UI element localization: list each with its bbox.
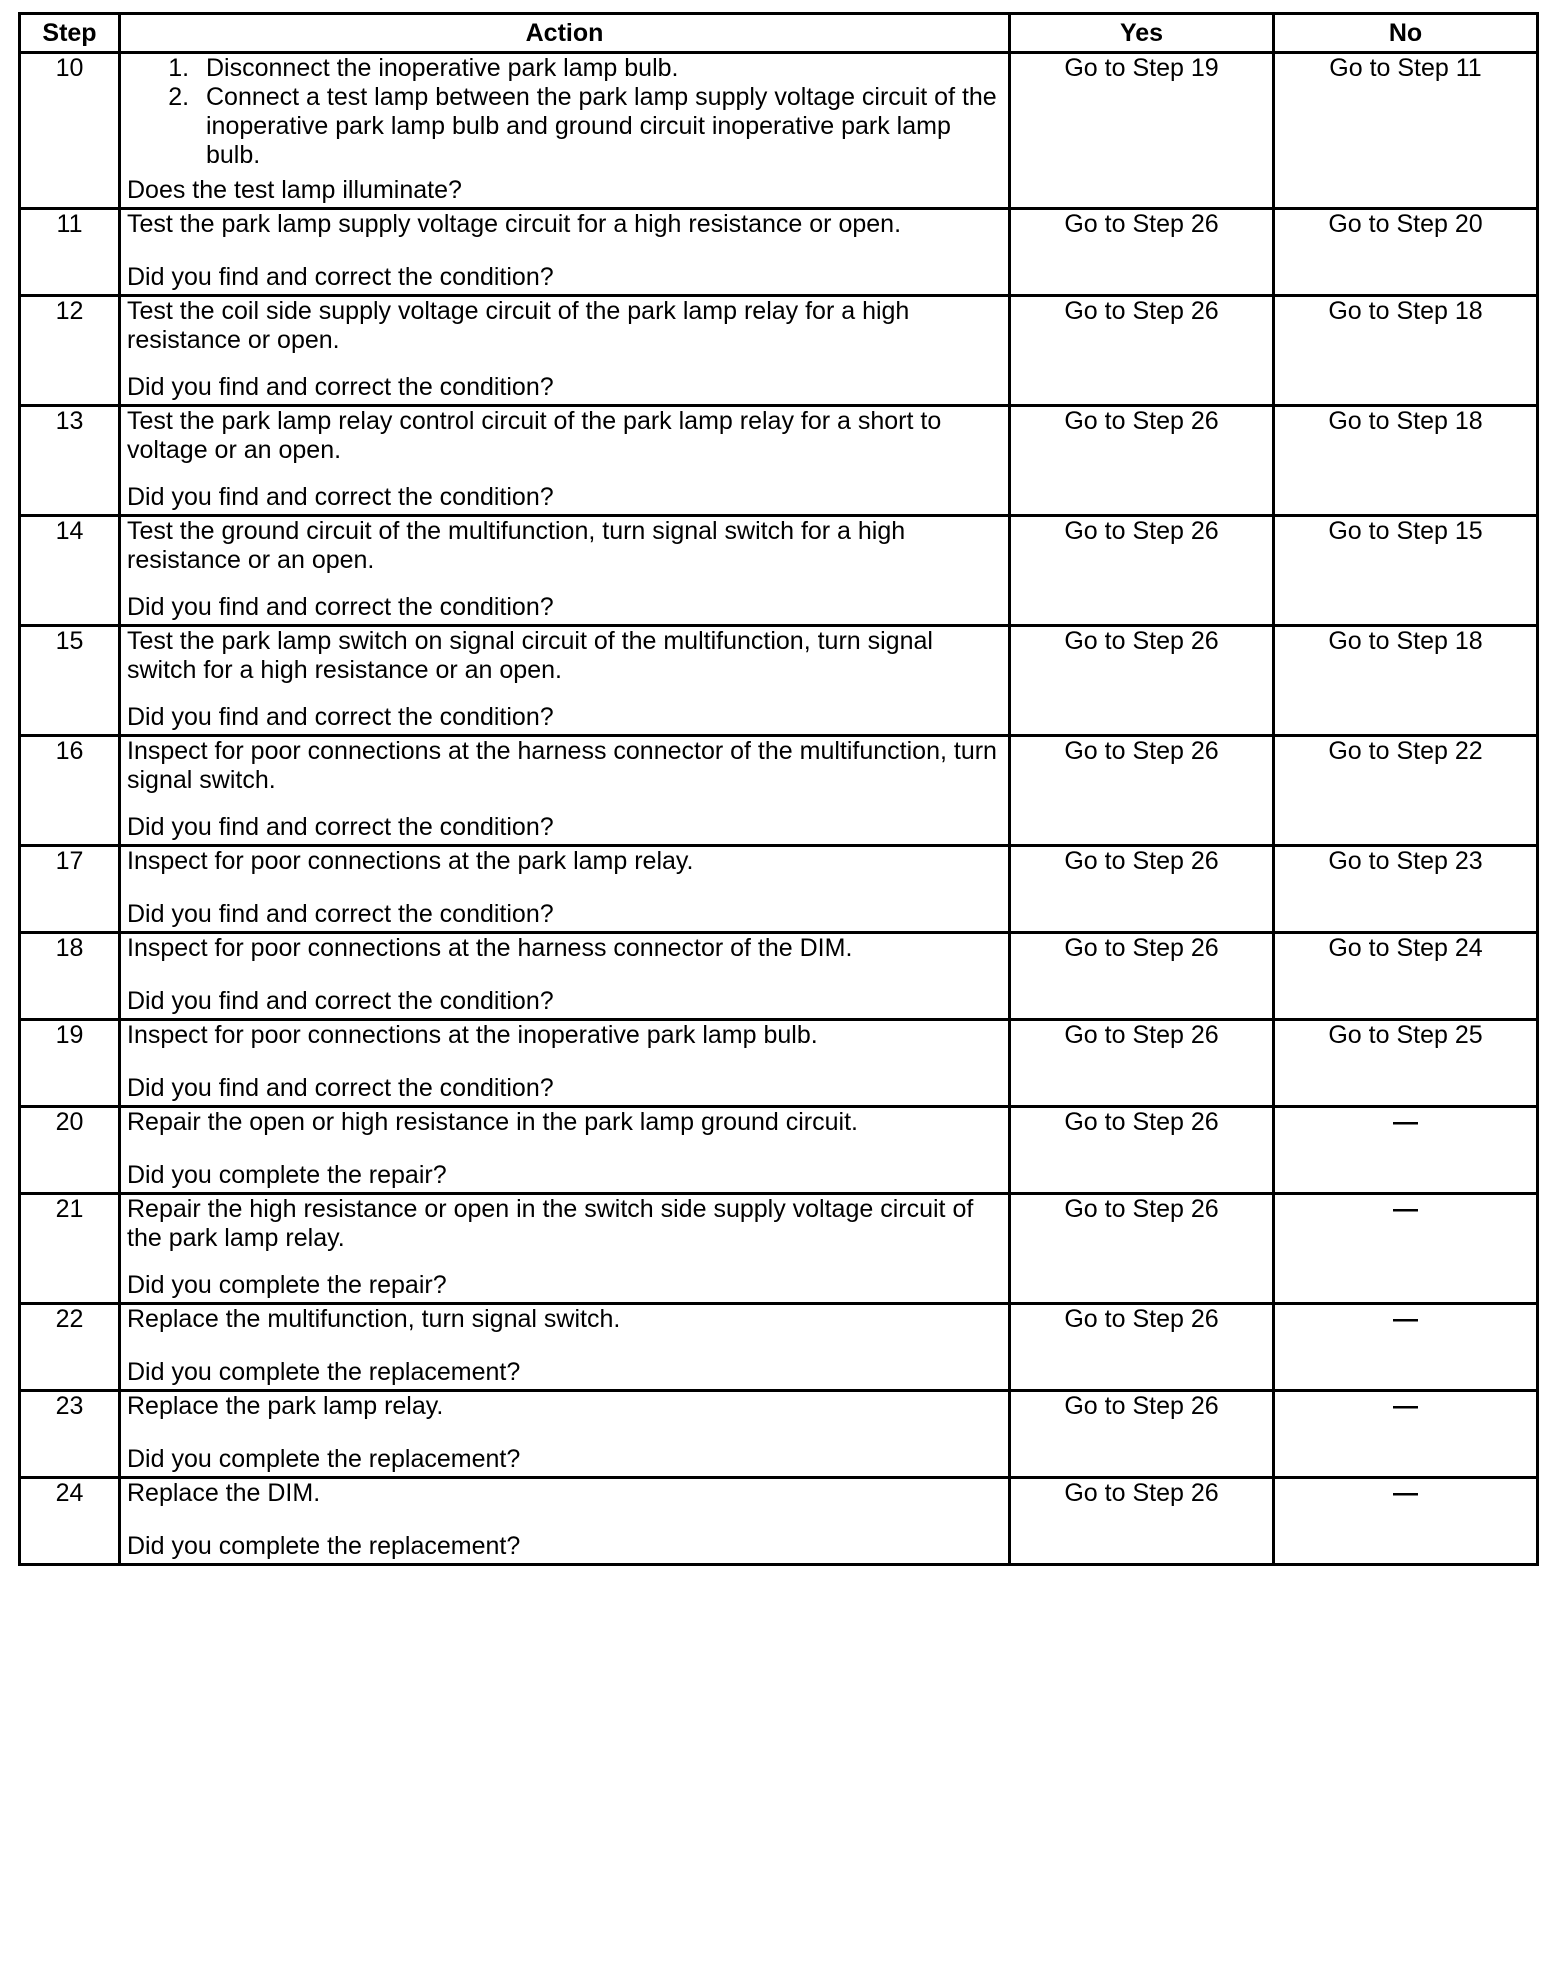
action-text: Test the park lamp switch on signal circuit of the multifunction, turn signal switch for a high resistance or an open. [127, 627, 933, 684]
yes-cell: Go to Step 26 [1010, 626, 1274, 736]
action-text: Test the park lamp supply voltage circuit for a high resistance or open. [127, 210, 902, 238]
action-cell [120, 1391, 1010, 1478]
step-number: 13 [20, 406, 120, 516]
no-cell [1274, 1391, 1538, 1478]
action-cell [120, 209, 1010, 296]
table-row [20, 1304, 1538, 1391]
table-row [20, 406, 1538, 516]
yes-cell: Go to Step 26 [1010, 933, 1274, 1020]
yes-cell: Go to Step 26 [1010, 516, 1274, 626]
action-list [121, 54, 1002, 170]
no-cell: Go to Step 24 [1274, 933, 1538, 1020]
step-number: 18 [20, 933, 120, 1020]
yes-cell: Go to Step 26 [1010, 1391, 1274, 1478]
yes-cell: Go to Step 26 [1010, 1107, 1274, 1194]
action-text: Inspect for poor connections at the harness connector of the multifunction, turn signal switch. [127, 737, 997, 794]
no-cell [1274, 1107, 1538, 1194]
action-cell [120, 933, 1010, 1020]
table-row [20, 1391, 1538, 1478]
action-cell [120, 406, 1010, 516]
table-row [20, 1107, 1538, 1194]
step-number: 24 [20, 1478, 120, 1565]
step-number: 19 [20, 1020, 120, 1107]
yes-cell: Go to Step 26 [1010, 209, 1274, 296]
step-number: 12 [20, 296, 120, 406]
action-question: Did you complete the replacement? [127, 1358, 521, 1386]
table-row [20, 846, 1538, 933]
action-cell [120, 1478, 1010, 1565]
step-number: 10 [20, 53, 120, 209]
action-text: Inspect for poor connections at the harness connector of the DIM. [127, 934, 853, 962]
yes-cell: Go to Step 26 [1010, 296, 1274, 406]
action-question: Did you find and correct the condition? [127, 263, 554, 291]
action-text: Repair the high resistance or open in the switch side supply voltage circuit of the park lamp relay. [127, 1195, 974, 1252]
table-row [20, 933, 1538, 1020]
no-cell: Go to Step 20 [1274, 209, 1538, 296]
no-cell: Go to Step 22 [1274, 736, 1538, 846]
action-cell [120, 53, 1010, 209]
header-step: Step [20, 14, 120, 53]
no-cell: Go to Step 18 [1274, 626, 1538, 736]
action-cell [120, 626, 1010, 736]
action-cell [120, 296, 1010, 406]
no-dash: — [1393, 1479, 1418, 1507]
action-list-item: 2. Connect a test lamp between the park lamp supply voltage circuit of the inoperative park lamp bulb and ground circuit inoperative park lamp bulb. [196, 83, 1002, 170]
action-text: Test the ground circuit of the multifunction, turn signal switch for a high resistance or an open. [127, 517, 906, 574]
action-question: Did you complete the replacement? [127, 1445, 521, 1473]
header-no: No [1274, 14, 1538, 53]
action-question: Did you complete the replacement? [127, 1532, 521, 1560]
action-text: Replace the DIM. [127, 1479, 321, 1507]
action-question: Did you find and correct the condition? [127, 1074, 554, 1102]
action-question: Did you find and correct the condition? [127, 703, 554, 731]
action-cell [120, 1304, 1010, 1391]
step-number: 21 [20, 1194, 120, 1304]
action-text: Test the coil side supply voltage circuit of the park lamp relay for a high resistance or open. [127, 297, 910, 354]
action-text: Repair the open or high resistance in the park lamp ground circuit. [127, 1108, 858, 1136]
step-number: 16 [20, 736, 120, 846]
no-cell: Go to Step 18 [1274, 406, 1538, 516]
yes-cell: Go to Step 26 [1010, 736, 1274, 846]
yes-cell: Go to Step 26 [1010, 406, 1274, 516]
table-row [20, 516, 1538, 626]
no-cell: Go to Step 18 [1274, 296, 1538, 406]
table-header-row [20, 14, 1538, 53]
step-number: 11 [20, 209, 120, 296]
action-text: Inspect for poor connections at the inoperative park lamp bulb. [127, 1021, 818, 1049]
no-dash: — [1393, 1305, 1418, 1333]
yes-cell: Go to Step 26 [1010, 1304, 1274, 1391]
action-cell [120, 1194, 1010, 1304]
header-action: Action [120, 14, 1010, 53]
diagnostic-table [18, 12, 1539, 1566]
table-row [20, 736, 1538, 846]
step-number: 15 [20, 626, 120, 736]
no-cell [1274, 1194, 1538, 1304]
no-cell: Go to Step 25 [1274, 1020, 1538, 1107]
no-dash: — [1393, 1108, 1418, 1136]
action-question: Did you find and correct the condition? [127, 813, 554, 841]
no-cell [1274, 1478, 1538, 1565]
action-question: Did you find and correct the condition? [127, 593, 554, 621]
step-number: 14 [20, 516, 120, 626]
action-cell [120, 1107, 1010, 1194]
yes-cell: Go to Step 26 [1010, 1020, 1274, 1107]
no-cell: Go to Step 11 [1274, 53, 1538, 209]
table-row [20, 296, 1538, 406]
table-row [20, 626, 1538, 736]
yes-cell: Go to Step 26 [1010, 1478, 1274, 1565]
action-question: Did you find and correct the condition? [127, 987, 554, 1015]
header-yes: Yes [1010, 14, 1274, 53]
action-text: Replace the multifunction, turn signal switch. [127, 1305, 621, 1333]
action-question: Did you find and correct the condition? [127, 900, 554, 928]
action-text: Replace the park lamp relay. [127, 1392, 444, 1420]
action-text: Inspect for poor connections at the park lamp relay. [127, 847, 694, 875]
action-cell [120, 736, 1010, 846]
action-question: Did you find and correct the condition? [127, 373, 554, 401]
table-row [20, 1020, 1538, 1107]
no-dash: — [1393, 1195, 1418, 1223]
action-cell [120, 516, 1010, 626]
no-dash: — [1393, 1392, 1418, 1420]
table-row [20, 53, 1538, 209]
action-question: Did you find and correct the condition? [127, 483, 554, 511]
no-cell: Go to Step 23 [1274, 846, 1538, 933]
action-text: Test the park lamp relay control circuit of the park lamp relay for a short to voltage or an open. [127, 407, 942, 464]
no-cell: Go to Step 15 [1274, 516, 1538, 626]
step-number: 17 [20, 846, 120, 933]
table-row [20, 1478, 1538, 1565]
action-cell [120, 1020, 1010, 1107]
action-question: Does the test lamp illuminate? [127, 176, 462, 204]
table-row [20, 209, 1538, 296]
yes-cell: Go to Step 26 [1010, 1194, 1274, 1304]
action-cell [120, 846, 1010, 933]
yes-cell: Go to Step 26 [1010, 846, 1274, 933]
table-row [20, 1194, 1538, 1304]
yes-cell: Go to Step 19 [1010, 53, 1274, 209]
step-number: 20 [20, 1107, 120, 1194]
step-number: 23 [20, 1391, 120, 1478]
action-list-item: 1. Disconnect the inoperative park lamp bulb. [196, 54, 1002, 83]
step-number: 22 [20, 1304, 120, 1391]
no-cell [1274, 1304, 1538, 1391]
action-question: Did you complete the repair? [127, 1161, 447, 1189]
action-question: Did you complete the repair? [127, 1271, 447, 1299]
